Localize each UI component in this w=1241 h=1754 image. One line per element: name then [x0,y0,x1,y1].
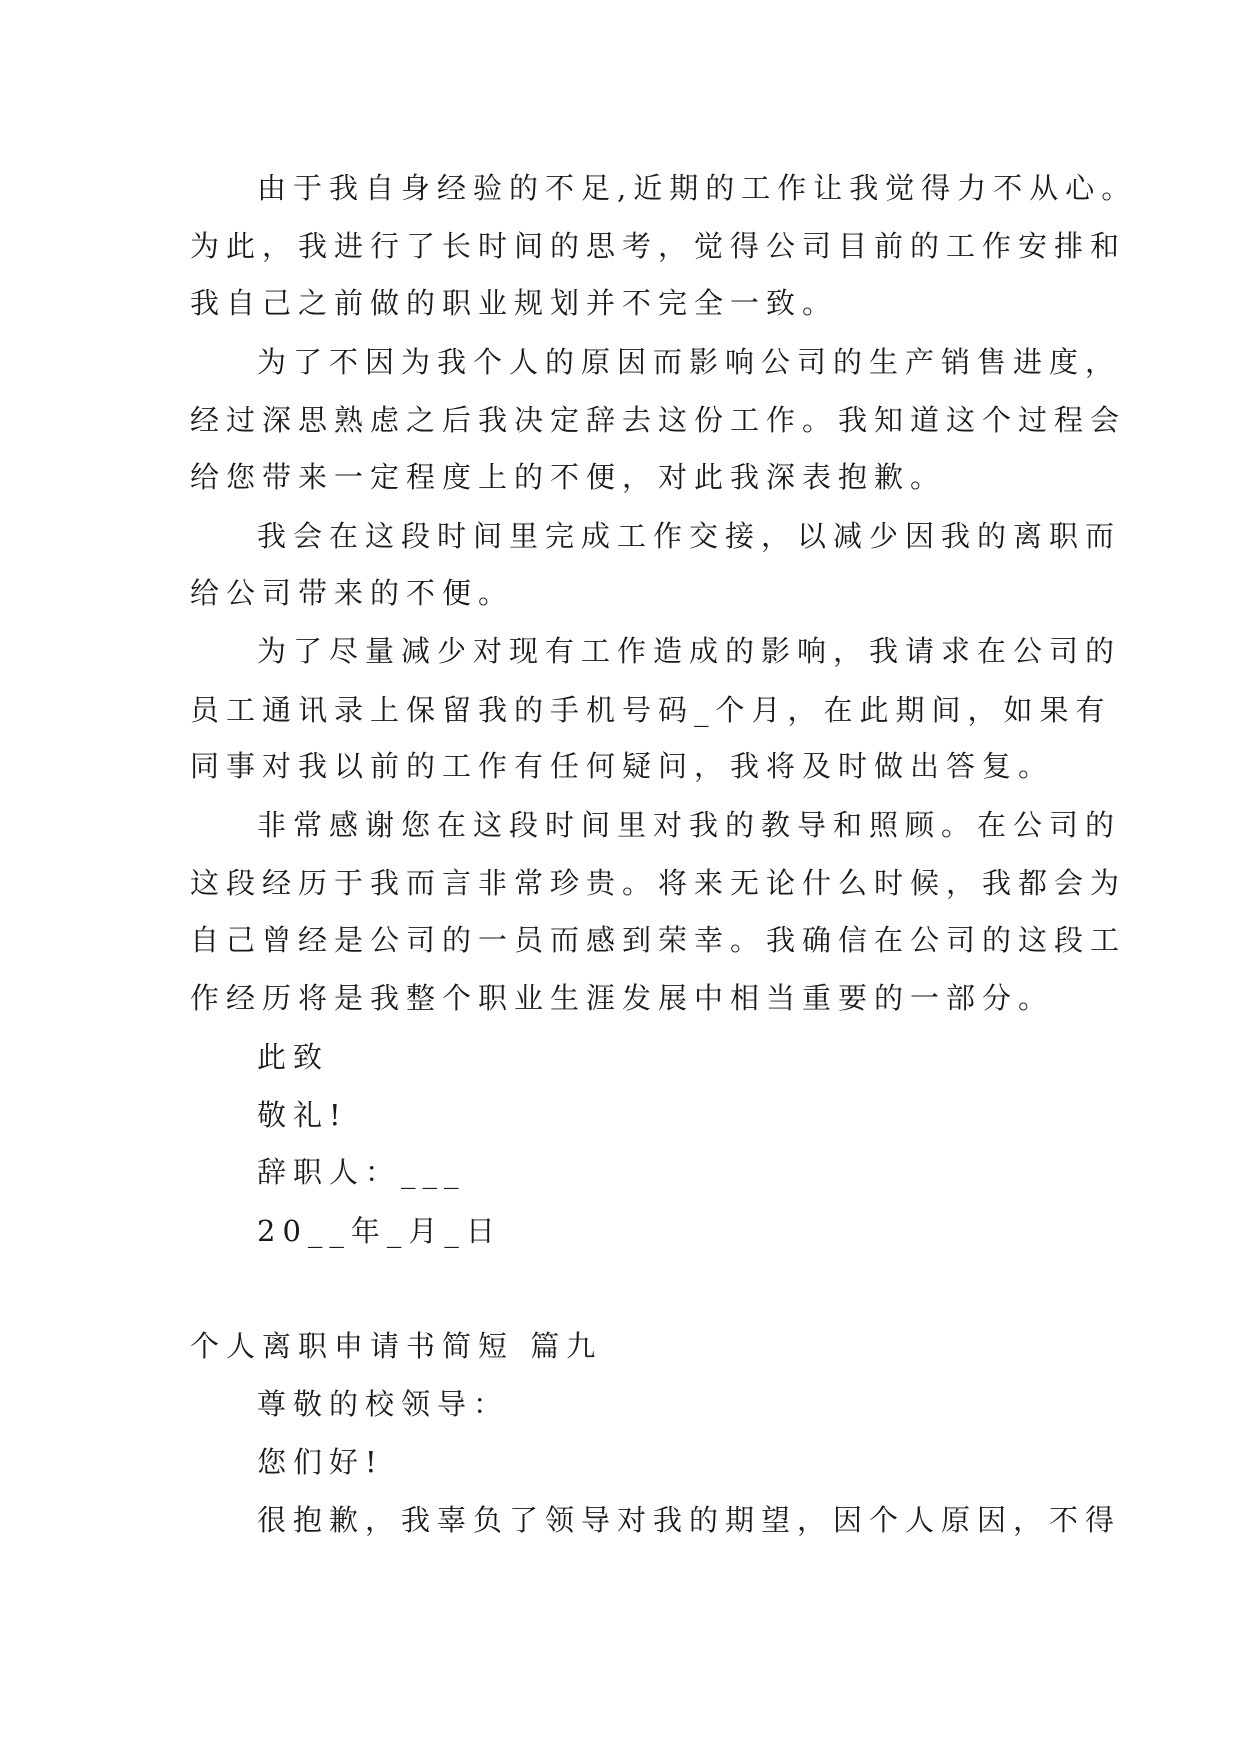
date-line: 20__年_月_日 [257,1214,502,1248]
paragraph-line: 给公司带来的不便。 [190,576,515,610]
paragraph-line: 我会在这段时间里完成工作交接，以减少因我的离职而 [257,519,1122,553]
paragraph-line: 很抱歉，我辜负了领导对我的期望，因个人原因，不得 [257,1503,1122,1537]
closing-regards: 敬礼! [257,1098,348,1132]
paragraph-line: 为了尽量减少对现有工作造成的影响，我请求在公司的 [257,634,1122,668]
section-heading: 个人离职申请书简短 篇九 [190,1329,603,1363]
paragraph-line: 给您带来一定程度上的不便，对此我深表抱歉。 [190,460,947,494]
paragraph-line: 经过深思熟虑之后我决定辞去这份工作。我知道这个过程会 [190,403,1127,437]
paragraph-line: 由于我自身经验的不足,近期的工作让我觉得力不从心。 [257,171,1138,205]
paragraph-line: 自己曾经是公司的一员而感到荣幸。我确信在公司的这段工 [190,923,1127,957]
greeting-line: 您们好! [257,1445,384,1479]
paragraph-line: 同事对我以前的工作有任何疑问，我将及时做出答复。 [190,749,1055,783]
greeting-line: 尊敬的校领导： [257,1387,510,1421]
closing-salutation: 此致 [257,1040,330,1074]
paragraph-line: 这段经历于我而言非常珍贵。将来无论什么时候，我都会为 [190,866,1127,900]
paragraph-line: 为此，我进行了长时间的思考，觉得公司目前的工作安排和 [190,229,1127,263]
signature-line: 辞职人：___ [257,1155,466,1189]
paragraph-line: 为了不因为我个人的原因而影响公司的生产销售进度， [257,345,1122,379]
paragraph-line: 作经历将是我整个职业生涯发展中相当重要的一部分。 [190,981,1055,1015]
paragraph-line: 非常感谢您在这段时间里对我的教导和照顾。在公司的 [257,808,1122,842]
paragraph-line: 我自己之前做的职业规划并不完全一致。 [190,286,839,320]
paragraph-line: 员工通讯录上保留我的手机号码_个月，在此期间，如果有 [190,693,1112,727]
